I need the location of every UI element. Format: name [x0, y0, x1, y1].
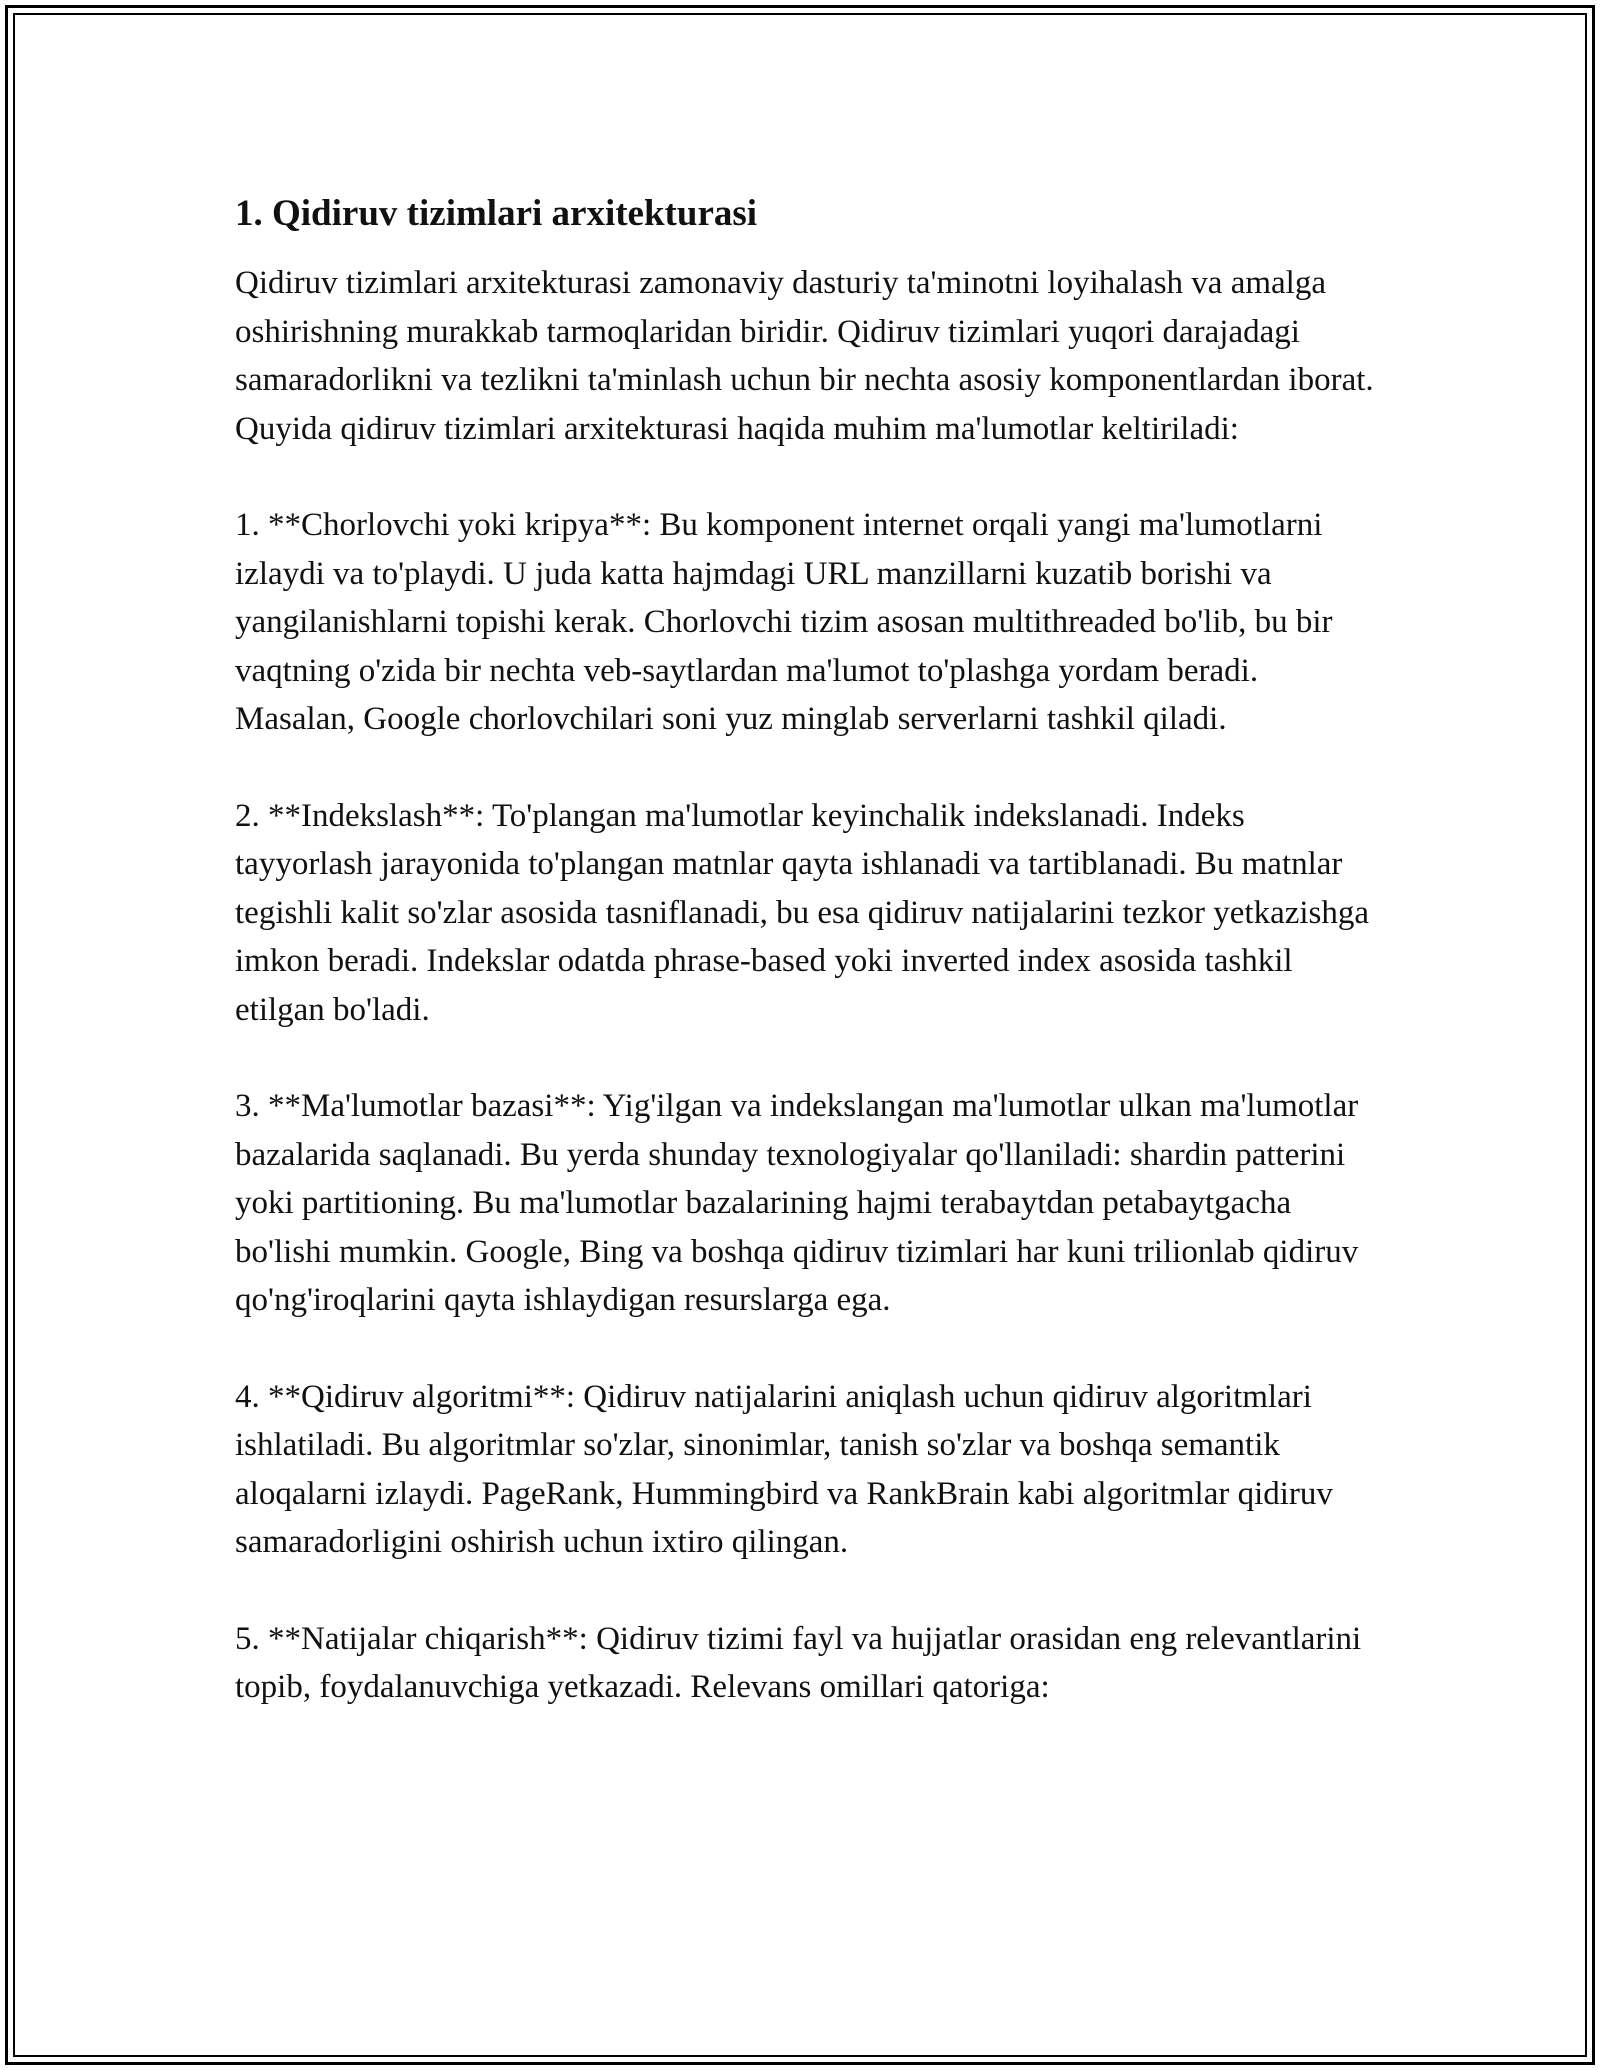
- list-item-crawler: 1. **Chorlovchi yoki kripya**: Bu komponent internet orqali yangi ma'lumotlarni izlaydi va to'playdi. U juda katta hajmdagi URL manzillarni kuzatib borishi va yangilanishlarni topishi kerak. Chorlovchi tizim asosan multithreaded bo'lib, bu bir vaqtning o'zida bir nechta veb-saytlardan ma'lumot to'plashga yordam beradi. Masalan, Google chorlovchilari soni yuz minglab serverlarni tashkil qiladi.: [235, 507, 1333, 737]
- list-item-search-algorithm: 4. **Qidiruv algoritmi**: Qidiruv natijalarini aniqlash uchun qidiruv algoritmlari ishlatiladi. Bu algoritmlar so'zlar, sinonimlar, tanish so'zlar va boshqa semantik aloqalarni izlaydi. PageRank, Hummingbird va RankBrain kabi algoritmlar qidiruv samaradorligini oshirish uchun ixtiro qilingan.: [235, 1378, 1333, 1560]
- document-body: [235, 186, 1385, 1712]
- list-item-indexing: 2. **Indekslash**: To'plangan ma'lumotlar keyinchalik indekslanadi. Indeks tayyorlash jarayonida to'plangan matnlar qayta ishlanadi va tartiblanadi. Bu matnlar tegishli kalit so'zlar asosida tasniflanadi, bu esa qidiruv natijalarini tezkor yetkazishga imkon beradi. Indekslar odatda phrase-based yoki inverted index asosida tashkil etilgan bo'ladi.: [235, 797, 1370, 1028]
- list-item-database: 3. **Ma'lumotlar bazasi**: Yig'ilgan va indekslangan ma'lumotlar ulkan ma'lumotlar bazalarida saqlanadi. Bu yerda shunday texnologiyalar qo'llaniladi: shardin patterini yoki partitioning. Bu ma'lumotlar bazalarining hajmi terabaytdan petabaytgacha bo'lishi mumkin. Google, Bing va boshqa qidiruv tizimlari har kuni trilionlab qidiruv qo'ng'iroqlarini qayta ishlaydigan resurslarga ega.: [235, 1088, 1359, 1318]
- intro-paragraph: Qidiruv tizimlari arxitekturasi zamonaviy dasturiy ta'minotni loyihalash va amalga oshirishning murakkab tarmoqlaridan biridir. Qidiruv tizimlari yuqori darajadagi samaradorlikni va tezlikni ta'minlash uchun bir nechta asosiy komponentlardan iborat. Quyida qidiruv tizimlari arxitekturasi haqida muhim ma'lumotlar keltiriladi:: [235, 265, 1374, 447]
- list-item-results-output: 5. **Natijalar chiqarish**: Qidiruv tizimi fayl va hujjatlar orasidan eng relevantlarini topib, foydalanuvchiga yetkazadi. Relevans omillari qatoriga:: [235, 1620, 1362, 1705]
- section-heading: 1. Qidiruv tizimlari arxitekturasi: [235, 193, 758, 234]
